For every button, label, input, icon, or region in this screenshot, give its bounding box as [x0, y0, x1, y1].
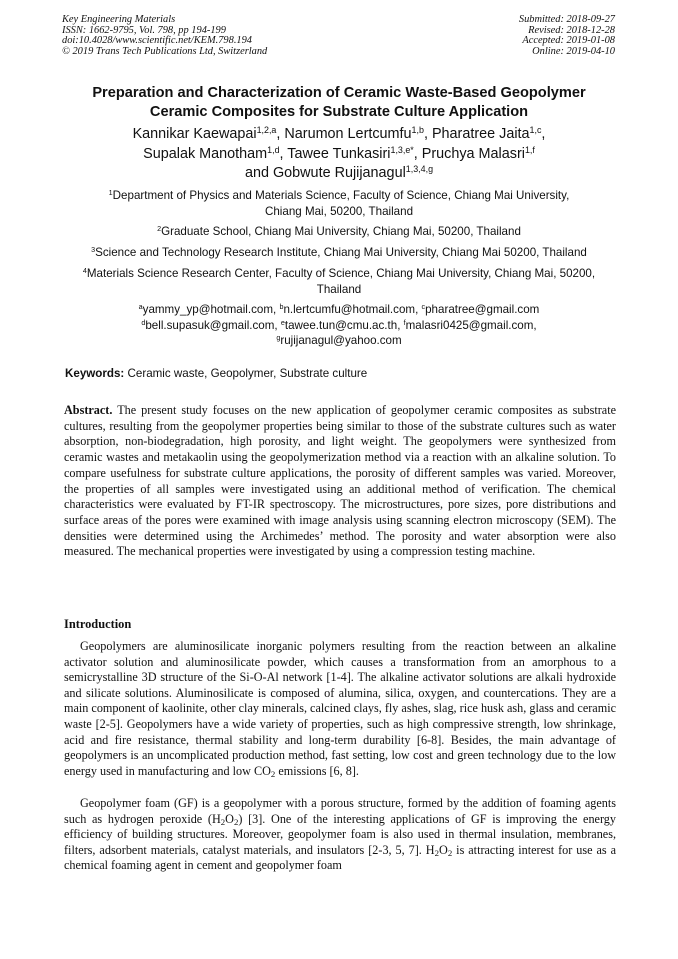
affiliation-4: $^4$Materials Science Research Center, Faculty of Science, Chiang Mai University, Chiang Mai, 50200, Thailand	[82, 266, 596, 296]
author-line-2: Supalak Manotham$^{1,d}$, Tawee Tunkasiri$^{1,3,e*}$, Pruchya Malasri$^{1,f}$	[143, 144, 535, 162]
email-link[interactable]: bell.supasuk@gmail.com	[145, 318, 275, 332]
author-affiliation-mark: 1,d	[267, 144, 280, 155]
author-affiliation-mark: 1,c	[529, 125, 542, 136]
accepted-date: Accepted: 2019-01-08	[522, 35, 615, 47]
author-name: Supalak Manotham	[143, 145, 268, 162]
author-name: Kannikar Kaewapai	[132, 126, 257, 142]
journal-info	[62, 15, 267, 57]
publication-dates	[519, 15, 615, 57]
author-name: Gobwute Rujijanagul	[272, 165, 406, 182]
author-name: Pruchya Malasri	[421, 145, 525, 162]
abstract	[64, 403, 616, 560]
abstract-label: Abstract.	[64, 403, 113, 417]
revised-date: Revised: 2018-12-28	[528, 24, 615, 36]
journal-name: Key Engineering Materials	[62, 14, 176, 25]
issn-line: ISSN: 1662-9795, Vol. 798, pp 194-199	[62, 24, 226, 36]
email-link[interactable]: tawee.tun@cmu.ac.th	[284, 318, 398, 332]
author-name: Pharatree Jaita	[431, 126, 530, 142]
email-link[interactable]: n.lertcumfu@hotmail.com	[283, 303, 416, 316]
email-link[interactable]: yammy_yp@hotmail.com	[142, 303, 273, 316]
email-link[interactable]: pharatree@gmail.com	[425, 303, 540, 316]
submitted-date: Submitted: 2018-09-27	[518, 14, 615, 25]
abstract-text: The present study focuses on the new application of geopolymer ceramic composites as substrate cultures, resulting from the geopolymer properties being similar to those of the substrate cultures such as water absorption, non-biodegradation, high porosity, and light weight. The geopolymers were synthesized from ceramic wastes and metakaolin using the geopolymerization method via a reaction with an alkaline solution. To compare usefulness for substrate culture applications, the porosity of different samples was varied. Moreover, the properties of all samples were investigated using an additional method of verification. The chemical characteristics were evaluated by FT-IR spectroscopy. The microstructures, pore sizes, pore distributions and surface areas of the pores were examined with image analysis using scanning electron microscopy (SEM). The densities were determined using the Archimedes’ method. The porosity and water absorption were also measured. The mechanical properties were investigated by using a compression testing machine.	[64, 403, 616, 559]
author-emails: $^a$yammy_yp@hotmail.com, $^b$n.lertcumfu@hotmail.com, $^c$pharatree@gmail.com $^d$bell.supasuk@gmail.com, $^e$tawee.tun@cmu.ac.th, $^f$malasri0425@gmail.com, $^g$rujijanagul@yahoo.com	[138, 302, 540, 348]
title-line-2: Ceramic Composites for Substrate Culture Application	[149, 104, 529, 120]
paper-title	[50, 84, 628, 122]
title-line-1: Preparation and Characterization of Ceramic Waste-Based Geopolymer	[92, 85, 586, 101]
affiliation-1: $^1$Department of Physics and Materials Science, Faculty of Science, Chiang Mai University, Chiang Mai, 50200, Thailand	[108, 188, 570, 218]
copyright-line: © 2019 Trans Tech Publications Ltd, Switzerland	[62, 45, 268, 57]
keywords	[65, 366, 615, 381]
author-affiliation-mark: 1,b	[411, 125, 424, 136]
keywords-label: Keywords:	[65, 367, 125, 380]
author-line-3: and Gobwute Rujijanagul$^{1,3,4,g}$	[244, 164, 434, 182]
author-list	[50, 125, 628, 184]
author-affiliation-mark: 1,2,a	[256, 125, 277, 136]
doi-line[interactable]: doi:10.4028/www.scientific.net/KEM.798.194	[62, 35, 252, 47]
section-heading-introduction: Introduction	[64, 617, 132, 631]
intro-paragraph-1: Geopolymers are aluminosilicate inorganic polymers resulting from the reaction between an alkaline activator solution and aluminosilicate powder, which causes a transformation from an amorphous to a semicrystalline 3D structure of the Si-O-Al network [1-4]. The alkaline activator solutions are alkali hydroxide and silicate solutions. Aluminosilicate is composed of alumina, silica, oxygen, and countercations. They are a main component of kaolinite, other clay minerals, calcined clays, fly ashes, slag, rice husk ash, glass and ceramic waste [2-5]. Geopolymers have a wide variety of properties, such as high compressive strength, low shrinkage, acid and fire resistance, thermal stability and long-term durability [6-8]. Besides, the main advantage of geopolymers is an uncomplicated production method, fast setting, low cost and green technology due to the low energy used in manufacturing and low $CO_2$ emissions [6, 8].	[64, 639, 616, 779]
email-link[interactable]: malasri0425@gmail.com	[405, 318, 534, 332]
affiliation-3: $^3$Science and Technology Research Institute, Chiang Mai University, Chiang Mai 50200, Thailand	[91, 245, 587, 259]
author-affiliation-mark: 1,f	[524, 144, 535, 155]
author-name: Tawee Tunkasiri	[287, 145, 391, 162]
author-line-1: Kannikar Kaewapai$^{1,2,a}$, Narumon Lertcumfu$^{1,b}$, Pharatree Jaita$^{1,c}$,	[132, 125, 546, 142]
online-date: Online: 2019-04-10	[532, 45, 615, 57]
intro-paragraph-2: Geopolymer foam (GF) is a geopolymer with a porous structure, formed by the addition of foaming agents such as hydrogen peroxide $(H_2O_2)$ [3]. One of the interesting applications of GF is improving the energy efficiency of building structures. Moreover, geopolymer foam is also used in thermal insulation, membranes, filters, adsorbent materials, catalyst materials, and insulators [2-3, 5, 7]. $H_2O_2$ is attracting interest for use as a chemical foaming agent in cement and geopolymer foam	[64, 796, 616, 873]
keywords-text: Ceramic waste, Geopolymer, Substrate culture	[127, 367, 368, 380]
email-link[interactable]: rujijanagul@yahoo.com	[280, 334, 402, 348]
author-name: Narumon Lertcumfu	[284, 126, 412, 142]
affiliation-2: $^2$Graduate School, Chiang Mai University, Chiang Mai, 50200, Thailand	[157, 224, 521, 238]
author-affiliation-mark: 1,3,4,g	[405, 164, 434, 175]
author-affiliation-mark: 1,3,e*	[390, 144, 414, 155]
